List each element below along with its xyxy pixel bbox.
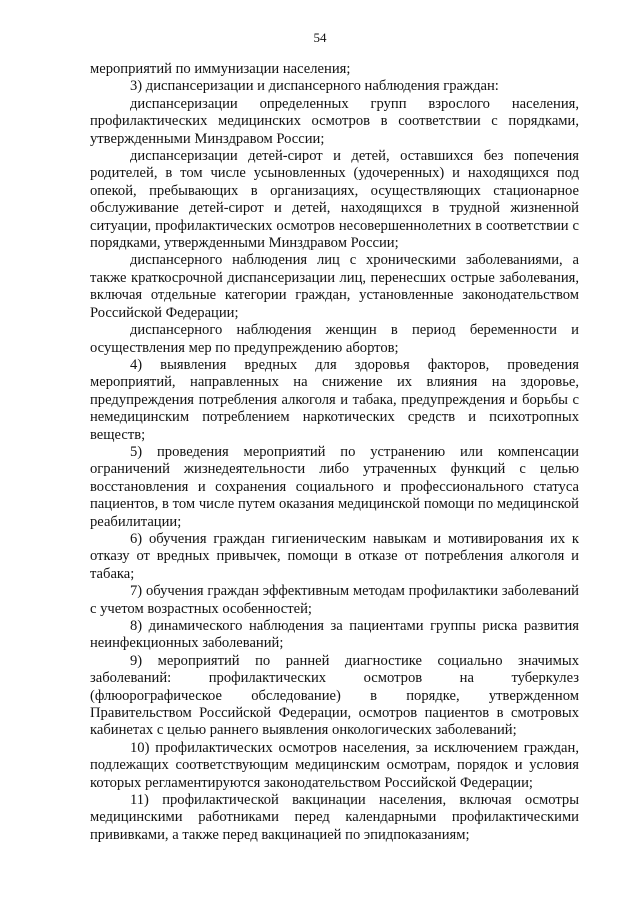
- paragraph-item-10: 10) профилактических осмотров населения, за исключением граждан, подлежащих соответствующим медицинским осмотрам, порядок и условия которых регламентируются законодательством Российской Федерации;: [90, 739, 579, 791]
- paragraph-item-11: 11) профилактической вакцинации населения, включая осмотры медицинскими работниками перед календарными профилактическими прививками, а также перед вакцинацией по эпидпоказаниям;: [90, 792, 579, 843]
- page-number: 54: [313, 30, 327, 45]
- paragraph-adult-screening: диспансеризации определенных групп взрослого населения, профилактических медицинских осмотров в соответствии с порядками, утвержденными Минздравом России;: [90, 95, 579, 147]
- paragraph-item-5: 5) проведения мероприятий по устранению или компенсации ограничений жизнедеятельности либо утраченных функций с целью восстановления и сохранения социального и профессионального статуса пациентов, в том числе путем оказания медицинской помощи по медицинской реабилитации;: [90, 443, 579, 530]
- document-body: [90, 61, 579, 844]
- paragraph-item-8: 8) динамического наблюдения за пациентами группы риска развития неинфекционных заболеваний;: [90, 618, 579, 652]
- paragraph-item-9: 9) мероприятий по ранней диагностике социально значимых заболеваний: профилактических осмотров на туберкулез (флюорографическое обследование) в порядке, утвержденном Правительством Российской Федерации, осмотров пациентов в смотровых кабинетах с целью раннего выявления онкологических заболеваний;: [90, 652, 579, 739]
- paragraph-item-6: 6) обучения граждан гигиеническим навыкам и мотивирования их к отказу от вредных привычек, помощи в отказе от потребления алкоголя и табака;: [90, 530, 579, 582]
- paragraph-item-4: 4) выявления вредных для здоровья факторов, проведения мероприятий, направленных на снижение их влияния на здоровье, предупреждения потребления алкоголя и табака, предупреждения и борьбы с немедицинским потреблением наркотических средств и психотропных веществ;: [90, 356, 579, 443]
- paragraph-orphan-screening: диспансеризации детей-сирот и детей, оставшихся без попечения родителей, в том числе усыновленных (удочеренных) и находящихся под опекой, пребывающих в организациях, осуществляющих стационарное обслуживание детей-сирот и детей, находящихся в трудной жизненной ситуации, профилактических осмотров несовершеннолетних в соответствии с порядками, утвержденными Минздравом России;: [90, 148, 579, 252]
- paragraph-chronic-observation: диспансерного наблюдения лиц с хроническими заболеваниями, а также краткосрочной диспансеризации лиц, перенесших острые заболевания, включая отдельные категории граждан, установленные законодательством Российской Федерации;: [90, 252, 579, 321]
- paragraph-item-3: 3) диспансеризации и диспансерного наблюдения граждан:: [130, 78, 499, 95]
- paragraph-continuation: мероприятий по иммунизации населения;: [90, 61, 351, 77]
- paragraph-item-7: 7) обучения граждан эффективным методам профилактики заболеваний с учетом возрастных особенностей;: [90, 583, 579, 617]
- paragraph-pregnancy-observation: диспансерного наблюдения женщин в период беременности и осуществления мер по предупреждению абортов;: [90, 322, 579, 356]
